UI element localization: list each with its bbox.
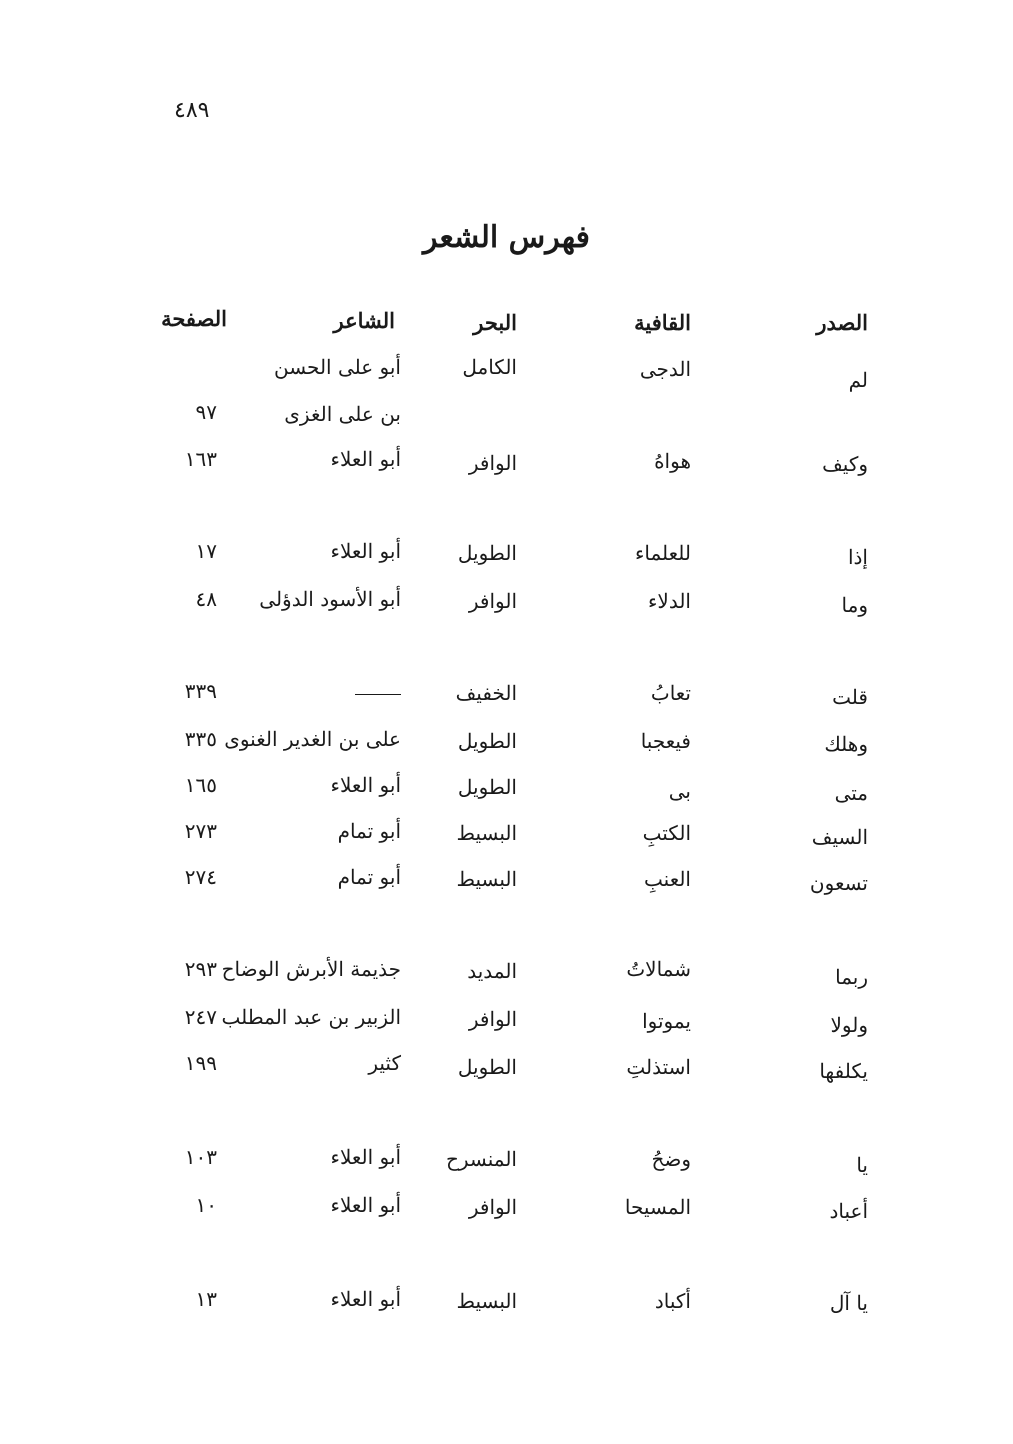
cell-qafia: استذلتِ — [626, 1055, 691, 1079]
cell-page: ٢٩٣ — [184, 957, 217, 981]
cell-page: ١٦٥ — [184, 773, 217, 797]
cell-sadr: تسعون — [809, 871, 868, 895]
cell-sadr: ولولا — [830, 1013, 868, 1037]
cell-shaer: أبو العلاء — [330, 447, 401, 471]
cell-page: ٣٣٥ — [184, 727, 217, 751]
cell-sadr: السيف — [811, 825, 868, 849]
cell-page: ١٠ — [195, 1193, 217, 1217]
cell-bahr: الكامل — [462, 355, 517, 379]
header-qafia: القافية — [634, 310, 691, 335]
cell-shaer: أبو العلاء — [330, 1145, 401, 1169]
cell-bahr: الوافر — [468, 589, 517, 613]
cell-sadr: ربما — [835, 965, 868, 989]
cell-shaer: أبو العلاء — [330, 1287, 401, 1311]
cell-bahr: الطويل — [457, 775, 517, 799]
cell-sadr: إذا — [847, 545, 868, 569]
cell-sadr: وهلك — [824, 732, 868, 756]
cell-qafia: وضحُ — [651, 1147, 691, 1171]
header-sadr: الصدر — [816, 310, 868, 335]
cell-shaer: على بن الغدير الغنوى — [224, 727, 401, 751]
cell-sadr: وما — [841, 593, 868, 617]
cell-sadr: يكلفها — [819, 1059, 868, 1083]
cell-qafia: شمالاتُ — [626, 957, 691, 981]
cell-sadr: قلت — [832, 685, 868, 709]
cell-sadr: يا آل — [829, 1291, 868, 1315]
cell-qafia: بى — [668, 779, 691, 803]
header-page: الصفحة — [161, 306, 227, 331]
cell-bahr: الوافر — [468, 451, 517, 475]
cell-bahr: الطويل — [457, 729, 517, 753]
cell-page: ٢٧٣ — [184, 819, 217, 843]
cell-bahr: الوافر — [468, 1007, 517, 1031]
cell-sadr: أعباد — [829, 1199, 868, 1223]
cell-page: ١٣ — [195, 1287, 217, 1311]
cell-page: ٣٣٩ — [184, 679, 217, 703]
cell-qafia: الدجى — [639, 357, 691, 381]
cell-sadr: وكيف — [822, 452, 868, 476]
cell-qafia: فيعجبا — [640, 729, 691, 753]
cell-bahr: الوافر — [468, 1195, 517, 1219]
cell-bahr: البسيط — [456, 867, 517, 891]
cell-shaer: أبو العلاء — [330, 1193, 401, 1217]
cell-shaer: أبو تمام — [337, 865, 401, 889]
cell-page: ٢٤٧ — [184, 1005, 217, 1029]
page-title: فهرس الشعر — [422, 220, 591, 255]
cell-qafia: الدلاء — [648, 589, 691, 613]
cell-qafia: المسيحا — [624, 1195, 691, 1219]
cell-bahr: المديد — [467, 959, 517, 983]
cell-qafia: للعلماء — [634, 541, 691, 565]
cell-sadr: لم — [848, 368, 868, 392]
cell-page: ٤٨ — [195, 587, 217, 611]
cell-page: ٩٧ — [195, 400, 217, 424]
cell-shaer: كثير — [368, 1051, 401, 1075]
cell-qafia: يموتوا — [642, 1009, 691, 1033]
cell-shaer: الزبير بن عبد المطلب — [221, 1005, 401, 1029]
cell-page: ١٩٩ — [184, 1051, 217, 1075]
cell-shaer: أبو العلاء — [330, 773, 401, 797]
cell-bahr: البسيط — [456, 1289, 517, 1313]
cell-shaer: أبو الأسود الدؤلى — [259, 587, 401, 611]
cell-sadr: متى — [834, 781, 868, 805]
empty-poet-dash — [355, 694, 401, 695]
cell-shaer: أبو العلاء — [330, 539, 401, 563]
cell-page: ١٦٣ — [184, 447, 217, 471]
page-number: ٤٨٩ — [174, 98, 210, 123]
cell-qafia: الكتبِ — [642, 821, 691, 845]
cell-page: ١٧ — [195, 539, 217, 563]
cell-qafia: العنبِ — [644, 867, 691, 891]
cell-shaer: أبو تمام — [337, 819, 401, 843]
cell-bahr: الخفيف — [455, 681, 517, 705]
cell-shaer: أبو على الحسن — [273, 355, 401, 379]
cell-bahr: البسيط — [456, 821, 517, 845]
cell-page: ١٠٣ — [184, 1145, 217, 1169]
cell-bahr: الطويل — [457, 541, 517, 565]
cell-shaer — [355, 680, 401, 706]
cell-sadr: يا — [856, 1153, 868, 1177]
cell-qafia: تعابُ — [650, 681, 691, 705]
cell-bahr: المنسرح — [445, 1147, 517, 1171]
cell-shaer: بن على الغزى — [284, 402, 401, 426]
header-bahr: البحر — [473, 310, 517, 335]
cell-qafia: هواهُ — [654, 449, 691, 473]
cell-qafia: أكباد — [654, 1289, 691, 1313]
cell-bahr: الطويل — [457, 1055, 517, 1079]
header-shaer: الشاعر — [333, 308, 395, 333]
cell-page: ٢٧٤ — [184, 865, 217, 889]
cell-shaer: جذيمة الأبرش الوضاح — [221, 957, 401, 981]
